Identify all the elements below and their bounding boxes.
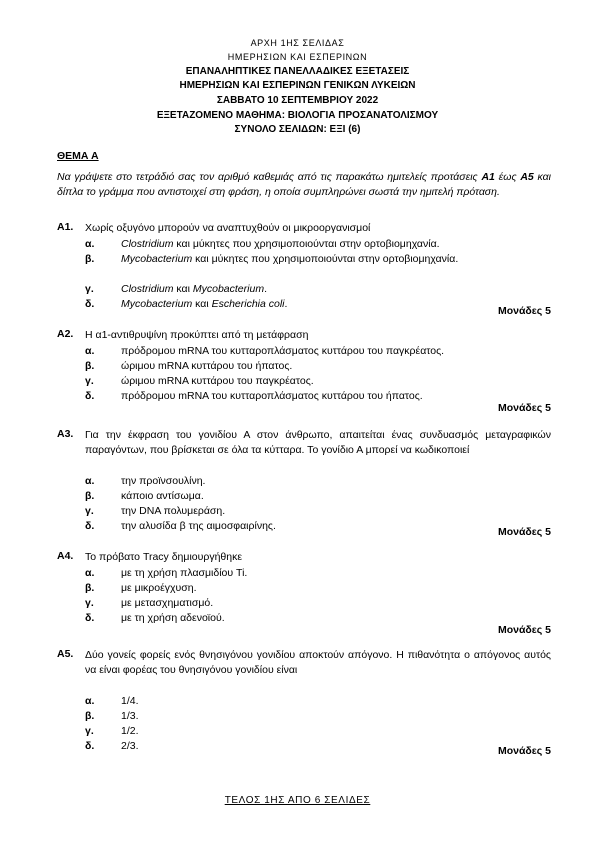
instructions-range-start: Α1 (481, 171, 495, 183)
exam-title: ΕΠΑΝΑΛΗΠΤΙΚΕΣ ΠΑΝΕΛΛΑΔΙΚΕΣ ΕΞΕΤΑΣΕΙΣ (185, 66, 410, 77)
question-number: Α4. (57, 550, 74, 562)
option-text (121, 297, 551, 312)
question-number: Α5. (57, 648, 74, 660)
option-text: 1/4. (121, 695, 139, 707)
option-text: 1/2. (121, 725, 139, 737)
option-text: με τη χρήση αδενοϊού. (121, 612, 225, 624)
option-letter: β. (85, 490, 95, 502)
option-text-rest: . (284, 298, 288, 310)
question-a1 (57, 221, 551, 331)
option-letter: α. (85, 238, 95, 250)
species-name: Escherichia coli (211, 298, 285, 310)
option-letter: δ. (85, 740, 95, 752)
instructions-text: και δίπλα το γράμμα που αντιστοιχεί στη φράση, η οποία συμπληρώνει σωστά την ημιτελή πρόταση. (57, 171, 552, 198)
option-text: 2/3. (121, 740, 139, 752)
option-text: την αλυσίδα β της αιμοσφαιρίνης. (121, 520, 276, 532)
option-letter: β. (85, 253, 95, 265)
option-text: ώριμου mRNA κυττάρου του ήπατος. (121, 360, 293, 372)
question-a3 (57, 428, 551, 543)
option-letter: α. (85, 695, 95, 707)
option-text-rest: . (264, 283, 267, 295)
option-letter: α. (85, 345, 95, 357)
exam-subject: ΕΞΕΤΑΖΟΜΕΝΟ ΜΑΘΗΜΑ: ΒΙΟΛΟΓΙΑ ΠΡΟΣΑΝΑΤΟΛΙΣΜΟΥ (156, 110, 439, 121)
species-name: Mycobacterium (192, 283, 265, 295)
marks-label: Μονάδες 5 (497, 526, 551, 538)
species-name: Clostridium (121, 238, 174, 250)
question-text: Το πρόβατο Tracy δημιουργήθηκε (85, 551, 243, 563)
question-text: Χωρίς οξυγόνο μπορούν να αναπτυχθούν οι μικροοργανισμοί (85, 222, 371, 234)
species-name: Mycobacterium (121, 298, 193, 310)
question-number: Α3. (57, 428, 74, 440)
total-pages: ΣΥΝΟΛΟ ΣΕΛΙΔΩΝ: ΕΞΙ (6) (234, 124, 361, 135)
instructions-range-end: Α5 (520, 171, 534, 183)
exam-date: ΣΑΒΒΑΤΟ 10 ΣΕΠΤΕΜΒΡΙΟΥ 2022 (216, 95, 379, 106)
marks-label: Μονάδες 5 (497, 624, 551, 636)
question-text: Δύο γονείς φορείς ενός θνησιγόνου γονιδίου αποκτούν απόγονο. Η πιθανότητα ο απόγονος αυτός να είναι φορέας του θνησιγόνου γονιδίου είναι (85, 649, 551, 676)
option-text: με μικροέγχυση. (121, 582, 197, 594)
option-text (121, 237, 551, 252)
question-a5 (57, 648, 551, 763)
question-a2 (57, 328, 551, 418)
option-letter: γ. (85, 597, 94, 609)
option-letter: δ. (85, 612, 95, 624)
option-letter: α. (85, 567, 95, 579)
species-name: Mycobacterium (121, 253, 193, 265)
marks-label: Μονάδες 5 (497, 745, 551, 757)
option-text (121, 252, 551, 267)
option-text-rest: και (192, 298, 212, 310)
option-text: 1/3. (121, 710, 139, 722)
option-text-rest: και (173, 283, 193, 295)
option-letter: β. (85, 710, 95, 722)
option-letter: γ. (85, 375, 94, 387)
page-start-label: ΑΡΧΗ 1ΗΣ ΣΕΛΙΔΑΣ (250, 38, 345, 48)
option-text-rest: και μύκητες που χρησιμοποιούνται στην ορτοβιομηχανία. (192, 253, 459, 265)
option-text-rest: και μύκητες που χρησιμοποιούνται στην ορτοβιομηχανία. (173, 238, 440, 250)
option-letter: δ. (85, 520, 95, 532)
question-text: Για την έκφραση του γονιδίου Α στον άνθρωπο, απαιτείται ένας συνδυασμός μεταγραφικών παραγόντων, που βρίσκεται σε όλα τα κύτταρα. Το γονίδιο Α μπορεί να κωδικοποιεί (85, 429, 551, 456)
question-number: Α1. (57, 221, 74, 233)
option-text: πρόδρομου mRNA του κυτταροπλάσματος κυττάρου του ήπατος. (121, 390, 423, 402)
option-text: την DNA πολυμεράση. (121, 505, 226, 517)
option-text (121, 282, 551, 297)
question-text: Η α1-αντιθρυψίνη προκύπτει από τη μετάφραση (85, 329, 309, 341)
section-instructions (57, 170, 551, 200)
option-text: με μετασχηματισμό. (121, 597, 214, 609)
option-letter: γ. (85, 505, 94, 517)
option-text: πρόδρομου mRNA του κυτταροπλάσματος κυττάρου του παγκρέατος. (121, 345, 445, 357)
option-letter: γ. (85, 283, 94, 295)
option-letter: γ. (85, 725, 94, 737)
page-footer: ΤΕΛΟΣ 1ΗΣ ΑΠΟ 6 ΣΕΛΙΔΕΣ (224, 795, 371, 806)
option-text: κάποιο αντίσωμα. (121, 490, 204, 502)
marks-label: Μονάδες 5 (497, 402, 551, 414)
option-letter: β. (85, 582, 95, 594)
option-letter: δ. (85, 298, 95, 310)
option-text: ώριμου mRNA κυττάρου του παγκρέατος. (121, 375, 314, 387)
question-a4 (57, 550, 551, 640)
instructions-text: Να γράψετε στο τετράδιό σας τον αριθμό καθεμιάς από τις παρακάτω ημιτελείς προτάσεις (57, 171, 482, 183)
section-title: ΘΕΜΑ Α (57, 150, 99, 162)
instructions-text: έως (494, 171, 521, 183)
species-name: Clostridium (121, 283, 174, 295)
question-number: Α2. (57, 328, 74, 340)
option-letter: β. (85, 360, 95, 372)
marks-label: Μονάδες 5 (497, 305, 551, 317)
school-type-label: ΗΜΕΡΗΣΙΩΝ ΚΑΙ ΕΣΠΕΡΙΝΩΝ (227, 52, 368, 62)
option-letter: δ. (85, 390, 95, 402)
option-text: την προϊνσουλίνη. (121, 475, 206, 487)
exam-subtitle: ΗΜΕΡΗΣΙΩΝ ΚΑΙ ΕΣΠΕΡΙΝΩΝ ΓΕΝΙΚΩΝ ΛΥΚΕΙΩΝ (179, 80, 416, 91)
option-letter: α. (85, 475, 95, 487)
option-text: με τη χρήση πλασμιδίου Ti. (121, 567, 248, 579)
